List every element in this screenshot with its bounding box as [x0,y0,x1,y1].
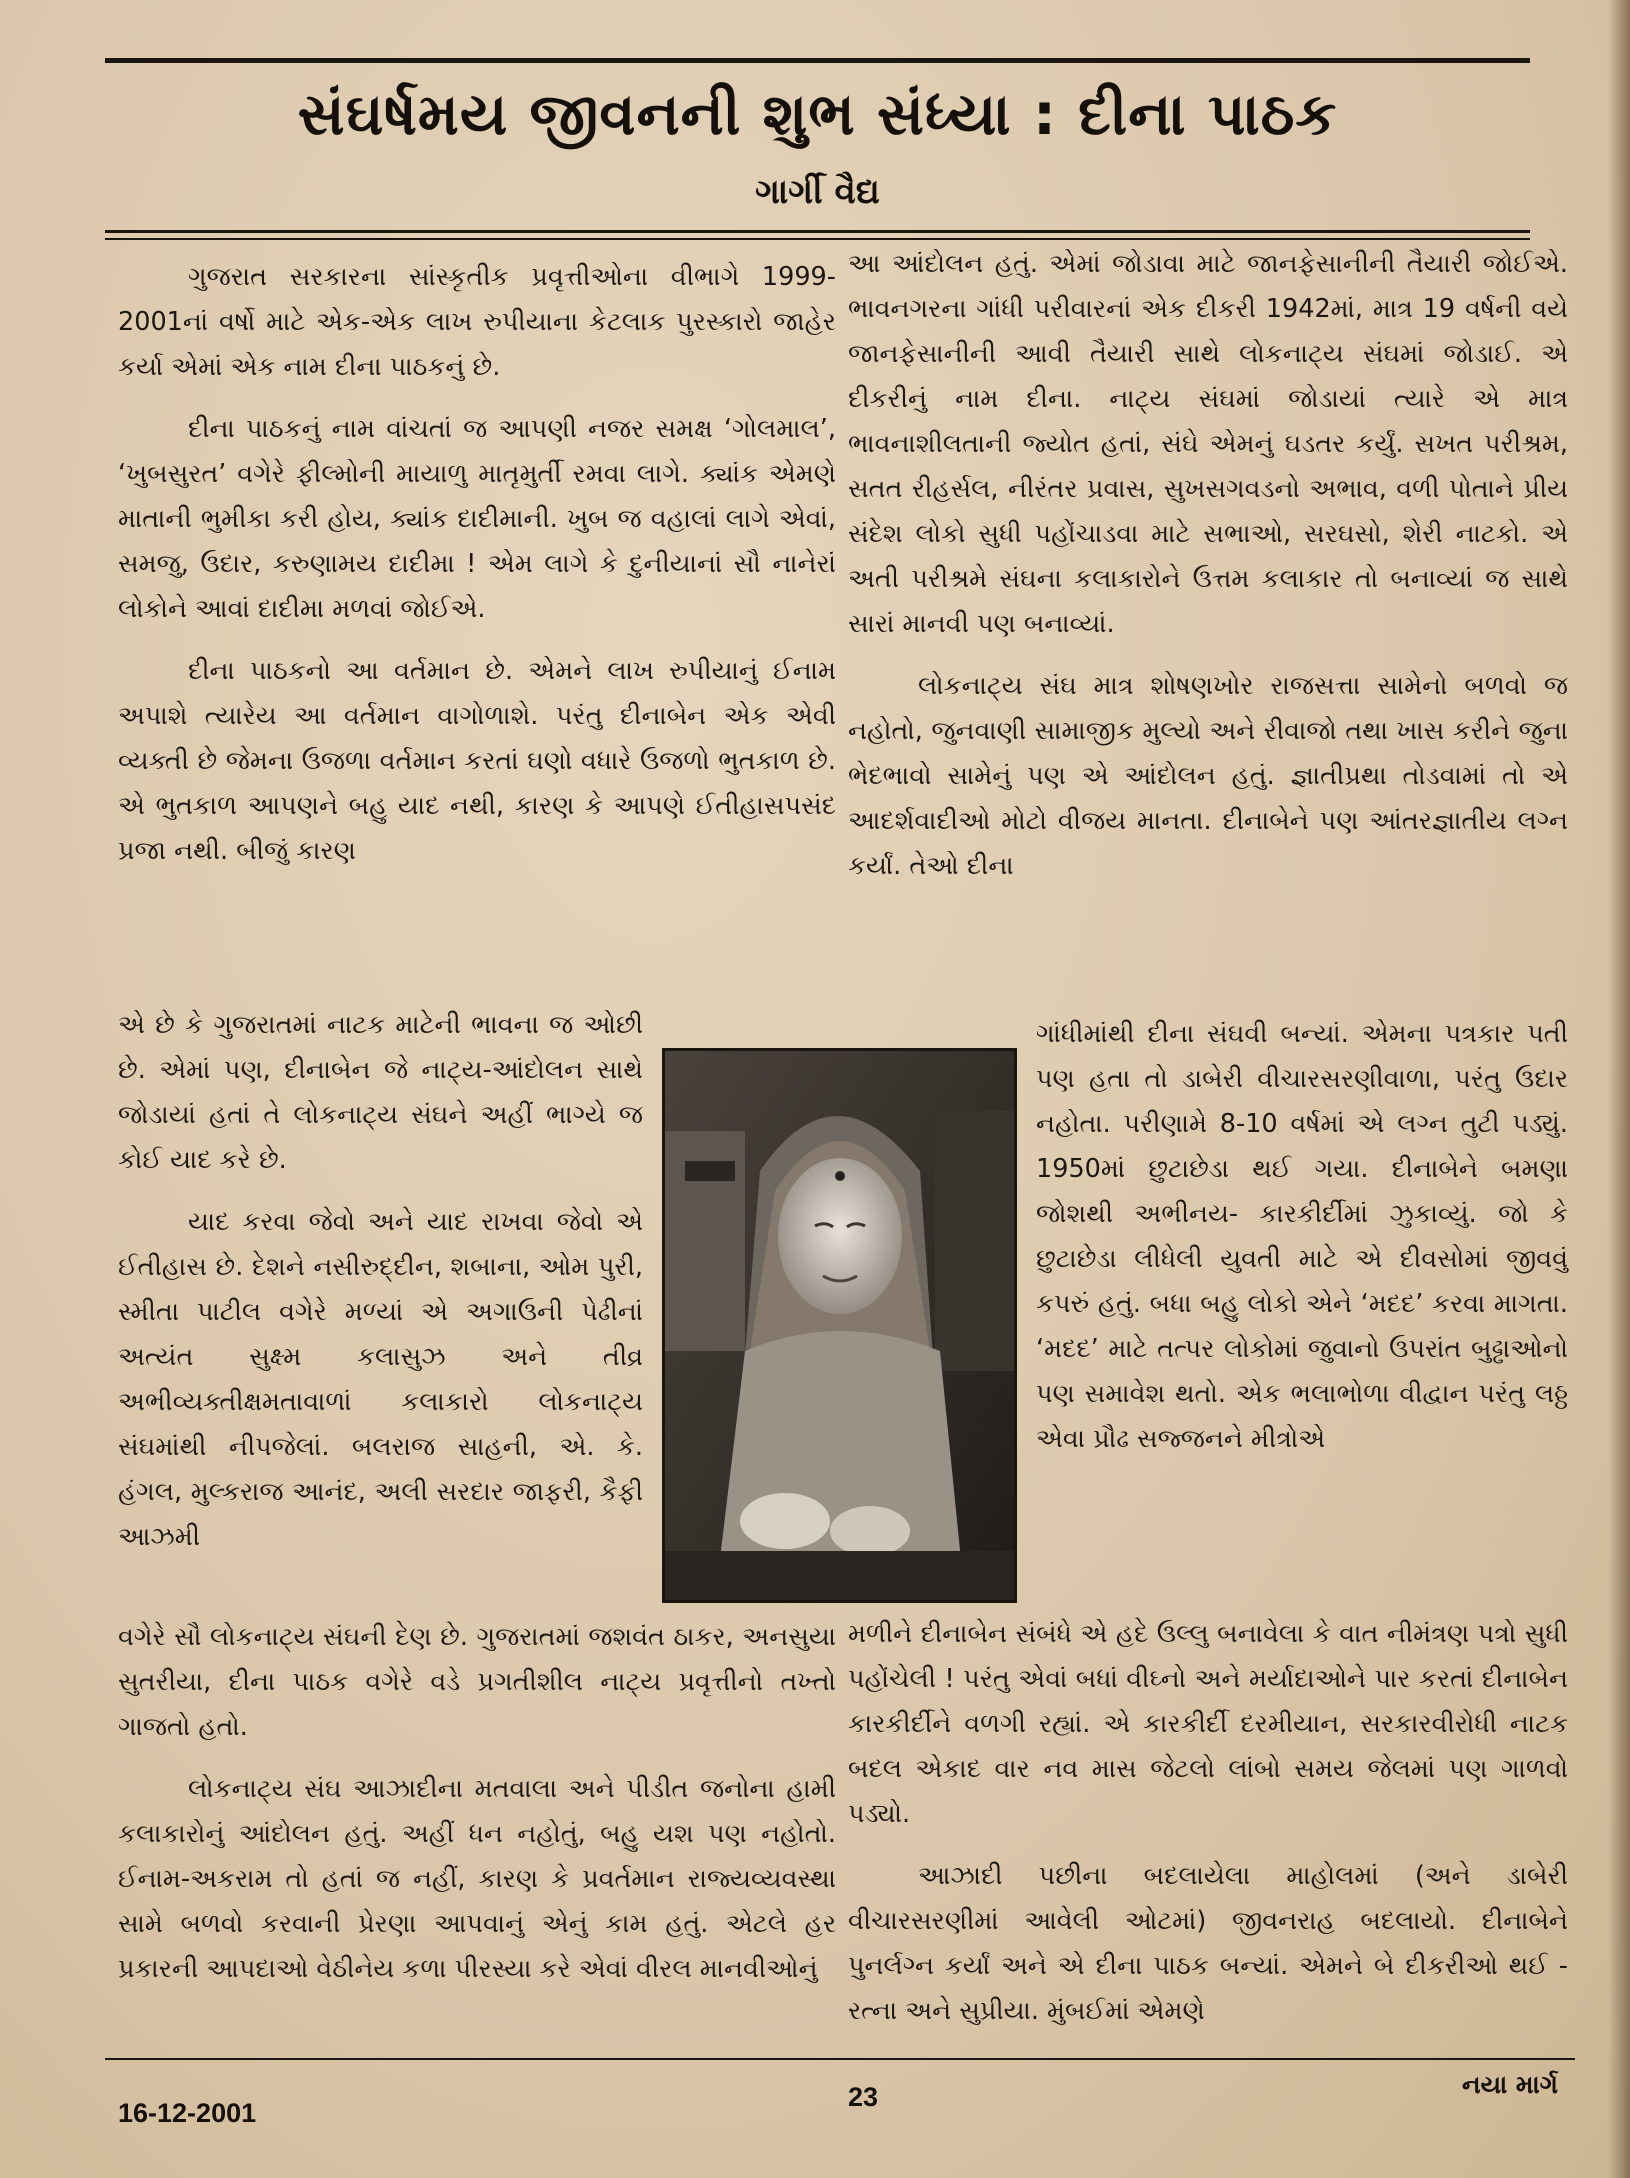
magazine-name: નયા માર્ગ [1462,2070,1558,2099]
article-title: સંઘર્ષમય જીવનની શુભ સંધ્યા : દીના પાઠક [297,80,1338,148]
header-rule-thin [105,238,1530,240]
left-column-bottom [118,1615,836,2009]
right-paragraph-3: આઝાદી પછીના બદલાયેલા માહોલમાં (અને ડાબેરી વીચારસરણીમાં આવેલી ઓટમાં) જીવનરાહ બદલાયો. દીનાબેને પુનર્લગ્ન કર્યાં અને એ દીના પાઠક બન્યાં. એમને બે દીકરીઓ થઈ - રત્ના અને સુપ્રીયા. મુંબઈમાં એમણે [848,1861,1568,2026]
top-rule [105,58,1530,63]
left-column-narrow [118,1003,643,1577]
left-column-top [118,255,836,891]
left-paragraph-5: લોકનાટ્ય સંઘ આઝાદીના મતવાલા અને પીડીત જનોના હામી કલાકારોનું આંદોલન હતું. અહીં ધન નહોતું, બહુ યશ પણ નહોતો. ઈનામ-અકરામ તો હતાં જ નહીં, કારણ કે પ્રવર્તમાન રાજ્યવ્યવસ્થા સામે બળવો કરવાની પ્રેરણા આપવાનું એનું કામ હતું. એટલે હર પ્રકારની આપદાઓ વેઠીનેય કળા પીરસ્યા કરે એવાં વીરલ માનવીઓનું [118,1774,836,1984]
article-author: ગાર્ગી વૈદ્ય [755,172,880,212]
portrait-photo [662,1048,1017,1603]
right-paragraph-2: લોકનાટ્ય સંઘ માત્ર શોષણખોર રાજસત્તા સામેનો બળવો જ નહોતો, જુનવાણી સામાજીક મુલ્યો અને રીવાજો તથા ખાસ કરીને જુના ભેદભાવો સામેનું પણ એ આંદોલન હતું. જ્ઞાતીપ્રથા તોડવામાં તો એ આદર્શવાદીઓ મોટો વીજય માનતા. દીનાબેને પણ આંતરજ્ઞાતીય લગ્ન કર્યાં. તેઓ દીના [848,671,1568,881]
portrait-illustration [665,1051,1014,1600]
left-paragraph-4: યાદ કરવા જેવો અને યાદ રાખવા જેવો એ ઈતીહાસ છે. દેશને નસીરુદ્દીન, શબાના, ઓમ પુરી, સ્મીતા પાટીલ વગેરે મળ્યાં એ અગાઉની પેઢીનાં અત્યંત સુક્ષ્મ કલાસુઝ અને તીવ્ર અભીવ્યક્તીક્ષમતાવાળાં કલાકારો લોકનાટ્ય સંઘમાંથી નીપજેલાં. બલરાજ સાહની, એ. કે. હંગલ, મુલ્કરાજ આનંદ, અલી સરદાર જાફરી, કૈફી આઝમી [118,1207,643,1552]
right-paragraph-2-continued: ગાંધીમાંથી દીના સંઘવી બન્યાં. એમના પત્રકાર પતી પણ હતા તો ડાબેરી વીચારસરણીવાળા, પરંતુ ઉદાર નહોતા. પરીણામે 8-10 વર્ષમાં એ લગ્ન તુટી પડ્યું. 1950માં છુટાછેડા થઈ ગયા. દીનાબેને બમણા જોશથી અભીનય- કારકીર્દીમાં ઝુકાવ્યું. જો કે છુટાછેડા લીધેલી યુવતી માટે એ દીવસોમાં જીવવું કપરું હતું. બધા બહુ લોકો એને ‘મદદ’ કરવા માગતા. ‘મદદ’ માટે તત્પર લોકોમાં જુવાનો ઉપરાંત બુઢ્ઢાઓનો પણ સમાવેશ થતો. એક ભલાભોળા વીદ્વાન પરંતુ લઠ્ઠ એવા પ્રૌઢ સજ્જનને મીત્રોએ [1036,1019,1568,1454]
right-paragraph-2-final: મળીને દીનાબેન સંબંધે એ હદે ઉલ્લુ બનાવેલા કે વાત નીમંત્રણ પત્રો સુધી પહોંચેલી ! પરંતુ એવાં બધાં વીઘ્નો અને મર્યાદાઓને પાર કરતાં દીનાબેન કારકીર્દીને વળગી રહ્યાં. એ કારકીર્દી દરમીયાન, સરકારવીરોધી નાટક બદલ એકાદ વાર નવ માસ જેટલો લાંબો સમય જેલમાં પણ ગાળવો પડ્યો. [848,1619,1568,1829]
right-paragraph-1: આ આંદોલન હતું. એમાં જોડાવા માટે જાનફેસાનીની તૈયારી જોઈએ. ભાવનગરના ગાંધી પરીવારનાં એક દીકરી 1942માં, માત્ર 19 વર્ષની વયે જાનફેસાનીની આવી તૈયારી સાથે લોકનાટ્ય સંઘમાં જોડાઈ. એ દીકરીનું નામ દીના. નાટ્ય સંઘમાં જોડાયાં ત્યારે એ માત્ર ભાવનાશીલતાની જ્યોત હતાં, સંઘે એમનું ઘડતર કર્યું. સખત પરીશ્રમ, સતત રીહર્સલ, નીરંતર પ્રવાસ, સુખસગવડનો અભાવ, વળી પોતાને પ્રીય સંદેશ લોકો સુધી પહોંચાડવા માટે સભાઓ, સરઘસો, શેરી નાટકો. એ અતી પરીશ્રમે સંઘના કલાકારોને ઉત્તમ કલાકાર તો બનાવ્યાં જ સાથે સારાં માનવી પણ બનાવ્યાં. [848,249,1568,639]
right-column-top [848,242,1568,906]
left-paragraph-2: દીના પાઠકનું નામ વાંચતાં જ આપણી નજર સમક્ષ ‘ગોલમાલ’, ‘ખુબસુરત’ વગેરે ફીલ્મોની માયાળુ માતૃમુર્તી રમવા લાગે. ક્યાંક એમણે માતાની ભુમીકા કરી હોય, ક્યાંક દાદીમાની. ખુબ જ વહાલાં લાગે એવાં, સમજુ, ઉદાર, કરુણામય દાદીમા ! એમ લાગે કે દુનીયાનાં સૌ નાનેરાં લોકોને આવાં દાદીમા મળવાં જોઈએ. [118,414,836,624]
page-number: 23 [848,2082,879,2112]
header-rule [105,230,1530,233]
left-paragraph-1: ગુજરાત સરકારના સાંસ્કૃતીક પ્રવૃત્તીઓના વીભાગે 1999-2001નાં વર્ષો માટે એક-એક લાખ રુપીયાના કેટલાક પુરસ્કારો જાહેર કર્યા એમાં એક નામ દીના પાઠકનું છે. [118,262,836,382]
footer-rule [105,2058,1575,2060]
left-paragraph-3: દીના પાઠકનો આ વર્તમાન છે. એમને લાખ રુપીયાનું ઈનામ અપાશે ત્યારેય આ વર્તમાન વાગોળાશે. પરંતુ દીનાબેન એક એવી વ્યક્તી છે જેમના ઉજળા વર્તમાન કરતાં ઘણો વધારે ઉજળો ભુતકાળ છે. એ ભુતકાળ આપણને બહુ યાદ નથી, કારણ કે આપણે ઈતીહાસપસંદ પ્રજા નથી. બીજું કારણ [118,656,836,866]
right-column-narrow [1036,1012,1568,1479]
right-column-bottom [848,1612,1568,2051]
page-edge-shadow [1608,0,1630,2178]
left-paragraph-4-continued: વગેરે સૌ લોકનાટ્ય સંઘની દેણ છે. ગુજરાતમાં જશવંત ઠાકર, અનસુયા સુતરીયા, દીના પાઠક વગેરે વડે પ્રગતીશીલ નાટ્ય પ્રવૃત્તીનો તખ્તો ગાજતો હતો. [118,1622,836,1742]
issue-date: 16-12-2001 [118,2098,257,2128]
left-paragraph-3-continued: એ છે કે ગુજરાતમાં નાટક માટેની ભાવના જ ઓછી છે. એમાં પણ, દીનાબેન જે નાટ્ય-આંદોલન સાથે જોડાયાં હતાં તે લોકનાટ્ય સંઘને અહીં ભાગ્યે જ કોઈ યાદ કરે છે. [118,1010,643,1175]
